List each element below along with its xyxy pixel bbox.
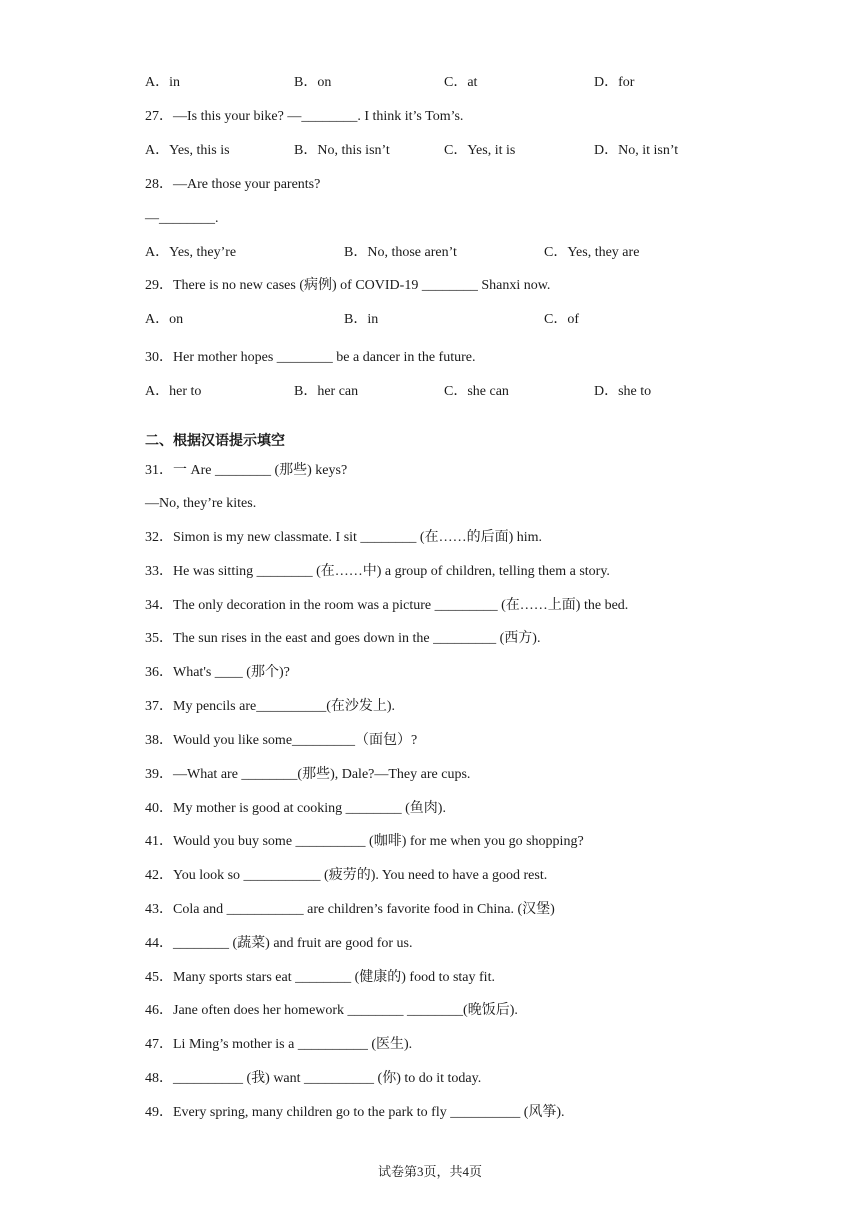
page-footer: 试卷第3页，共4页 (377, 1164, 482, 1179)
q28-option-b: B．No, those aren’t (344, 245, 457, 260)
question-47: 47．Li Ming’s mother is a __________ (医生). (145, 1037, 413, 1052)
q28-stem: 28．—Are those your parents? (145, 177, 321, 192)
q29-option-c: C．of (544, 312, 579, 327)
question-44: 44．________ (蔬菜) and fruit are good for us. (145, 936, 413, 951)
q26-option-b: B．on (294, 75, 332, 90)
question-46: 46．Jane often does her homework ________ ________(晚饭后). (145, 1003, 518, 1018)
question-45: 45．Many sports stars eat ________ (健康的) food to stay fit. (145, 970, 495, 985)
question-41: 41．Would you buy some __________ (咖啡) for me when you go shopping? (145, 834, 584, 849)
question-42: 42．You look so ___________ (疲劳的). You need to have a good rest. (145, 868, 548, 883)
q29-stem: 29．There is no new cases (病例) of COVID-19 ________ Shanxi now. (145, 278, 551, 293)
q30-option-c: C．she can (444, 384, 509, 399)
q28-reply: —________. (145, 211, 219, 226)
answer-31: —No, they’re kites. (145, 496, 257, 511)
question-39: 39．—What are ________(那些), Dale?—They are cups. (145, 767, 471, 782)
q30-option-b: B．her can (294, 384, 359, 399)
question-38: 38．Would you like some_________（面包）? (145, 733, 418, 748)
q27-stem: 27．—Is this your bike? —________. I think it’s Tom’s. (145, 109, 464, 124)
question-36: 36．What's ____ (那个)? (145, 665, 290, 680)
q27-option-c: C．Yes, it is (444, 143, 516, 158)
q29-option-b: B．in (344, 312, 379, 327)
q28-option-c: C．Yes, they are (544, 245, 640, 260)
question-31: 31．一 Are ________ (那些) keys? (145, 463, 348, 478)
q28-option-a: A．Yes, they’re (145, 245, 237, 260)
q30-option-d: D．she to (594, 384, 652, 399)
question-43: 43．Cola and ___________ are children’s favorite food in China. (汉堡) (145, 902, 555, 917)
question-34: 34．The only decoration in the room was a picture _________ (在……上面) the bed. (145, 598, 629, 613)
question-35: 35．The sun rises in the east and goes down in the _________ (西方). (145, 631, 541, 646)
section-2-title: 二、根据汉语提示填空 (145, 433, 285, 449)
q27-option-d: D．No, it isn’t (594, 143, 679, 158)
question-40: 40．My mother is good at cooking ________ (鱼肉). (145, 801, 446, 816)
question-33: 33．He was sitting ________ (在……中) a group of children, telling them a story. (145, 564, 610, 579)
q30-option-a: A．her to (145, 384, 202, 399)
q30-stem: 30．Her mother hopes ________ be a dancer in the future. (145, 350, 476, 365)
q26-option-d: D．for (594, 75, 635, 90)
q29-option-a: A．on (145, 312, 184, 327)
question-37: 37．My pencils are__________(在沙发上). (145, 699, 396, 714)
q27-option-b: B．No, this isn’t (294, 143, 390, 158)
q26-option-c: C．at (444, 75, 478, 90)
q26-option-a: A．in (145, 75, 180, 90)
question-49: 49．Every spring, many children go to the park to fly __________ (风筝). (145, 1105, 565, 1120)
question-32: 32．Simon is my new classmate. I sit ________ (在……的后面) him. (145, 530, 543, 545)
q27-option-a: A．Yes, this is (145, 143, 230, 158)
question-48: 48．__________ (我) want __________ (你) to do it today. (145, 1071, 482, 1086)
